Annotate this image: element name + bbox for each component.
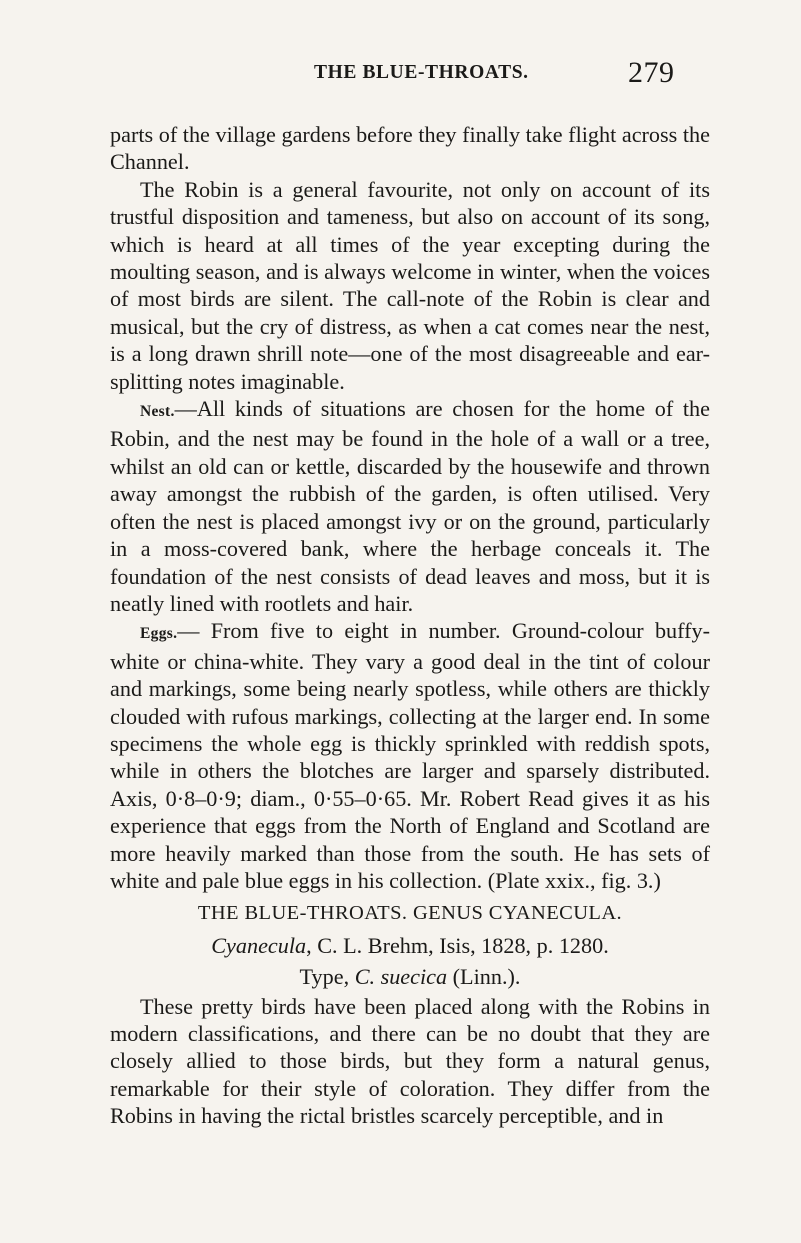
paragraph-blue-throats-intro: These pretty birds have been placed along with the Robins in modern classifications, and there can be no doubt that they are closely allied to those birds, but they form a natural genus, remarkable for their style of coloration. They differ from the Robins in having the rictal bristles scarcely perceptible, and in <box>110 993 710 1129</box>
paragraph-nest <box>110 395 710 617</box>
body-text <box>110 121 710 1130</box>
paragraph-continued: parts of the village gardens before they finally take flight across the Channel. <box>110 122 710 175</box>
type-suffix: (Linn.). <box>447 964 521 990</box>
nest-label: Nest. <box>140 403 175 421</box>
eggs-text: — From five to eight in number. Ground-colour buffy-white or china-white. They vary a good deal in the tint of colour and markings, some being nearly spotless, while others are thickly clouded with rufous markings, collecting at the larger end. In some specimens the whole egg is thickly sprinkled with reddish spots, while in others the blotches are larger and sparsely distributed. Axis, 0·8–0·9; diam., 0·55–0·65. Mr. Robert Read gives it as his experience that eggs from the North of England and Scotland are more heavily marked than those from the south. He has sets of white and pale blue eggs in his collection. (Plate xxix., fig. 3.) <box>110 618 710 893</box>
type-prefix: Type, <box>299 964 355 990</box>
paragraph-eggs <box>110 617 710 894</box>
page-number: 279 <box>628 56 675 89</box>
nest-text: —All kinds of situations are chosen for the home of the Robin, and the nest may be found in the hole of a wall or a tree, whilst an old can or kettle, discarded by the housewife and thrown away amongst the rubbish of the garden, is often utilised. Very often the nest is placed amongst ivy or on the ground, particularly in a moss-covered bank, where the herbage conceals it. The foundation of the nest consists of dead leaves and moss, but it is neatly lined with rootlets and hair. <box>110 396 710 616</box>
eggs-label: Eggs. <box>140 625 178 643</box>
genus-name: Cyanecula <box>211 932 307 958</box>
type-reference <box>110 963 710 990</box>
section-heading: THE BLUE-THROATS. GENUS CYANECULA. <box>197 902 623 925</box>
genus-citation: , C. L. Brehm, Isis, 1828, p. 1280. <box>306 932 609 958</box>
type-species: C. suecica <box>354 964 448 990</box>
running-header <box>0 56 801 96</box>
running-title: THE BLUE-THROATS. <box>314 62 529 83</box>
paragraph-robin-song: The Robin is a general favourite, not only on account of its trustful disposition and tameness, but also on account of its song, which is heard at all times of the year excepting during the moulting season, and is always welcome in winter, when the voices of most birds are silent. The call-note of the Robin is clear and musical, but the cry of distress, as when a cat comes near the nest, is a long drawn shrill note—one of the most disagreeable and ear-splitting notes imaginable. <box>110 176 710 394</box>
genus-reference <box>110 932 710 959</box>
